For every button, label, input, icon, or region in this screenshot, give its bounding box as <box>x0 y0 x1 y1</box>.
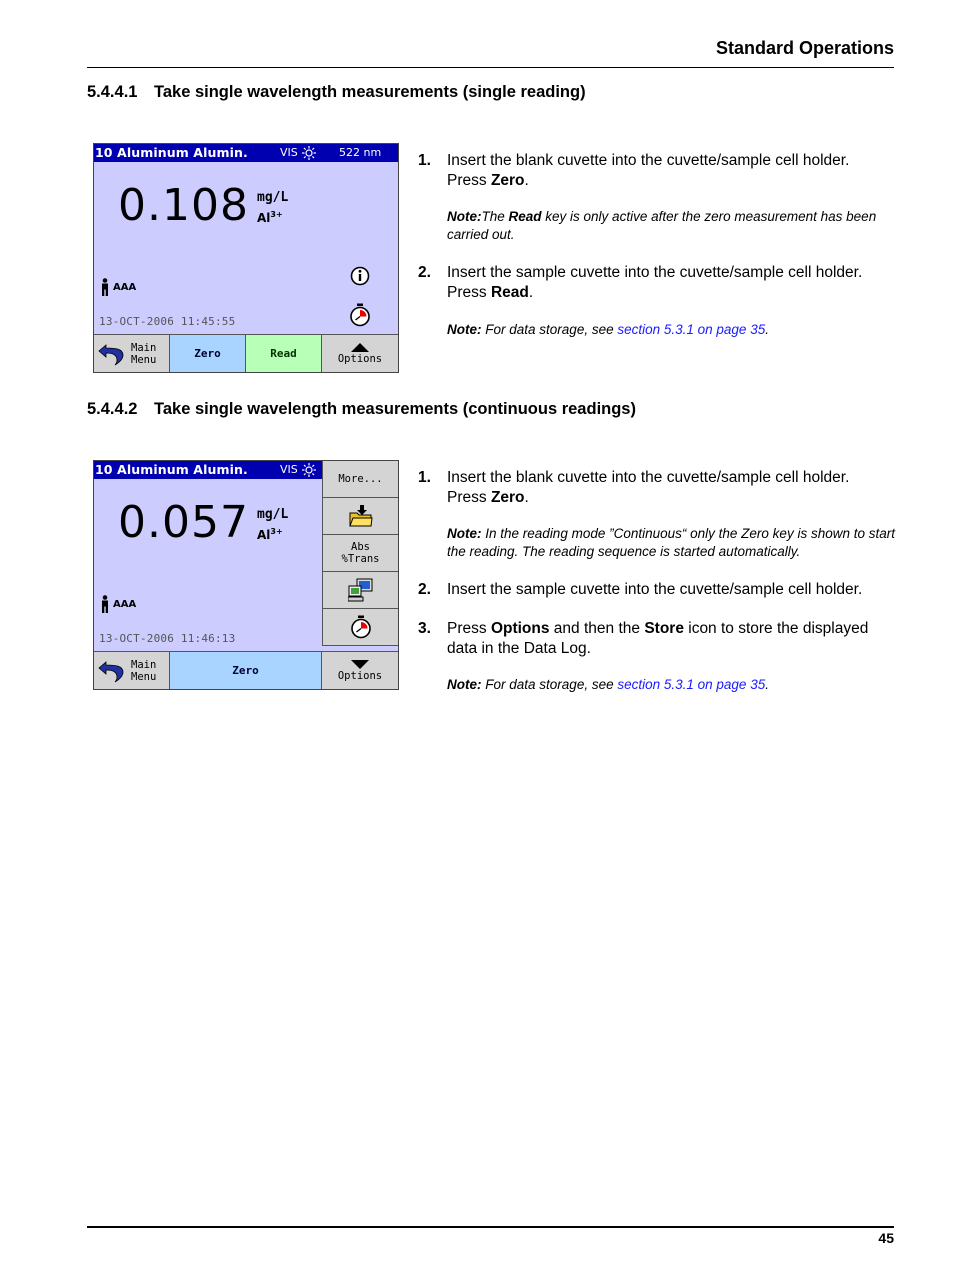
date-time: 13-OCT-2006 11:45:55 <box>99 315 236 328</box>
sun-icon <box>302 146 316 160</box>
screen-title-bar <box>94 461 322 479</box>
user-id[interactable]: AAA <box>100 278 136 296</box>
section-number: 5.4.4.2 <box>87 400 138 418</box>
timer-icon <box>350 615 372 639</box>
note-1-1: Note:The Read key is only active after the zero measurement has been carried out. <box>447 209 877 242</box>
header-rule <box>87 67 894 68</box>
wavelength-label: 522 nm <box>339 146 382 159</box>
section-heading-1 <box>87 83 586 102</box>
screen-title-bar <box>94 144 398 162</box>
triangle-up-icon <box>351 343 369 352</box>
main-menu-button[interactable]: Main Menu <box>94 335 170 372</box>
note-2-2: Note: For data storage, see section 5.3.1 on page 35. <box>447 677 769 692</box>
computer-icon <box>348 578 374 602</box>
section-link[interactable]: section 5.3.1 on page 35 <box>617 322 766 337</box>
zero-button[interactable]: Zero <box>170 652 322 689</box>
unit-label: mg/L <box>257 507 289 522</box>
footer-rule <box>87 1226 894 1228</box>
mode-label: VIS <box>280 463 298 476</box>
options-button[interactable]: Options <box>322 335 398 372</box>
unit-label: mg/L <box>257 190 289 205</box>
page-number: 45 <box>878 1230 894 1246</box>
section-number: 5.4.4.1 <box>87 83 138 101</box>
section-heading-2 <box>87 400 636 419</box>
note-2-1: Note: In the reading mode ”Continuous“ only the Zero key is shown to start the reading. The reading sequence is started automatically. <box>447 526 895 559</box>
user-id[interactable]: AAA <box>100 595 136 613</box>
species-label: $Al^{3+}$ <box>257 210 283 225</box>
computer-button[interactable] <box>322 572 398 609</box>
triangle-down-icon <box>351 660 369 669</box>
person-icon <box>100 595 110 613</box>
mode-label: VIS <box>280 146 298 159</box>
instrument-screen-single <box>93 143 399 373</box>
reading-value: 0.057 <box>118 497 249 548</box>
species-label: $Al^{3+}$ <box>257 527 283 542</box>
abs-trans-button[interactable]: Abs %Trans <box>322 535 398 572</box>
store-button[interactable] <box>322 498 398 535</box>
button-bar <box>94 651 398 689</box>
read-button[interactable]: Read <box>246 335 322 372</box>
section-link[interactable]: section 5.3.1 on page 35 <box>617 677 766 692</box>
person-icon <box>100 278 110 296</box>
options-button[interactable]: Options <box>322 652 398 689</box>
note-1-2: Note: For data storage, see section 5.3.1 on page 35. <box>447 322 769 337</box>
side-button-column <box>322 461 398 646</box>
info-icon[interactable] <box>350 266 370 286</box>
page-header-title: Standard Operations <box>715 38 894 58</box>
timer-icon[interactable] <box>349 303 371 327</box>
undo-arrow-icon <box>97 342 125 366</box>
folder-store-icon <box>349 505 373 527</box>
timer-button[interactable] <box>322 609 398 646</box>
date-time: 13-OCT-2006 11:46:13 <box>99 632 236 645</box>
more-button[interactable]: More... <box>322 461 398 498</box>
undo-arrow-icon <box>97 659 125 683</box>
program-title: 10 Aluminum Alumin. <box>95 462 248 477</box>
button-bar <box>94 334 398 372</box>
main-menu-button[interactable]: Main Menu <box>94 652 170 689</box>
instrument-screen-continuous <box>93 460 399 690</box>
section-title: Take single wavelength measurements (continuous readings) <box>154 400 636 418</box>
zero-button[interactable]: Zero <box>170 335 246 372</box>
reading-value: 0.108 <box>118 180 249 231</box>
sun-icon <box>302 463 316 477</box>
section-title: Take single wavelength measurements (single reading) <box>154 83 586 101</box>
program-title: 10 Aluminum Alumin. <box>95 145 248 160</box>
